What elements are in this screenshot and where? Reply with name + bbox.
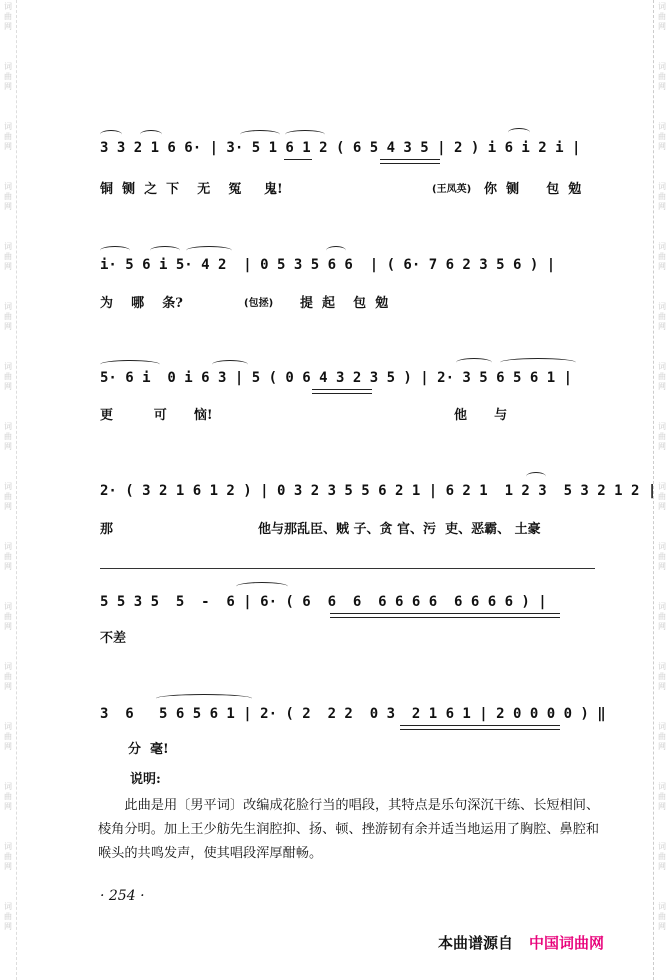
watermark-glyphs: 词 曲 网 <box>658 62 666 91</box>
slur <box>508 128 530 137</box>
watermark-glyphs: 词 曲 网 <box>658 122 666 151</box>
slur <box>212 360 248 369</box>
watermark-glyphs: 词 曲 网 <box>658 782 666 811</box>
score-system-2-role: (包拯) <box>244 298 274 309</box>
watermark-glyphs: 词 曲 网 <box>4 362 12 391</box>
watermark-glyphs: 词 曲 网 <box>4 722 12 751</box>
score-system-3-lyrics: 更 可 恼! <box>100 408 213 423</box>
watermark-glyphs: 词 曲 网 <box>658 722 666 751</box>
score-system-5-lyrics: 不差 <box>100 631 127 646</box>
system-5-top-line <box>100 568 595 569</box>
beam <box>284 159 312 160</box>
slur <box>326 246 346 255</box>
slur <box>100 130 122 139</box>
score-system-2-notes: i· 5 6 i 5· 4 2 | 0 5 3 5 6 6 | ( 6· 7 6 2 3 5 6 ) | <box>100 257 556 273</box>
page-number: · 254 · <box>100 888 145 904</box>
beam <box>330 613 560 614</box>
score-system-4-lyrics-b: 他与那乱臣、贼 子、贪 官、污 吏、恶霸、 土豪 <box>258 522 541 537</box>
slur <box>236 582 288 591</box>
score-system-4-notes: 2· ( 3 2 1 6 1 2 ) | 0 3 2 3 5 5 6 2 1 | 6 2 1 1 2 3 5 3 2 1 2 | <box>100 483 657 499</box>
slur <box>140 130 162 139</box>
score-system-3-lyrics-b: 他 与 <box>454 408 508 423</box>
explanation-text: 此曲是用〔男平词〕改编成花脸行当的唱段，其特点是乐句深沉干练、长短相间、棱角分明。加上王少舫先生润腔抑、扬、顿、挫游韧有余并适当地运用了胸腔、鼻腔和喉头的共鸣发声，使其唱段浑厚酣畅。 <box>98 798 600 861</box>
explanation-heading: 说明: <box>130 772 161 787</box>
watermark-glyphs: 词 曲 网 <box>658 2 666 31</box>
source-footer <box>438 932 604 953</box>
slur <box>100 246 130 255</box>
slur <box>156 694 252 703</box>
slur <box>285 130 325 139</box>
score-system-5-notes: 5 5 3 5 5 - 6 | 6· ( 6 6 6 6 6 6 6 6 6 6 6 ) | <box>100 594 547 610</box>
score-system-6-lyrics: 分 毫! <box>128 742 169 757</box>
watermark-glyphs: 词 曲 网 <box>658 422 666 451</box>
watermark-glyphs: 词 曲 网 <box>4 602 12 631</box>
score-system-1-notes: 3 3 2 1 6 6· | 3· 5 1 6 1 2 ( 6 5 4 3 5 | 2 ) i 6 i 2 i | <box>100 140 581 156</box>
slur <box>526 472 546 481</box>
watermark-glyphs: 词 曲 网 <box>4 842 12 871</box>
watermark-glyphs: 词 曲 网 <box>658 482 666 511</box>
footer-prefix: 本曲谱源自 <box>438 935 514 952</box>
watermark-glyphs: 词 曲 网 <box>658 542 666 571</box>
beam <box>312 393 372 394</box>
score-system-6-notes: 3 6 5 6 5 6 1 | 2· ( 2 2 2 0 3 2 1 6 1 | 2 0 0 0 0 ) ‖ <box>100 706 606 722</box>
watermark-glyphs: 词 曲 网 <box>658 182 666 211</box>
slur <box>186 246 232 255</box>
score-system-4-lyrics: 那 <box>100 522 114 537</box>
beam <box>400 729 560 730</box>
watermark-glyphs: 词 曲 网 <box>658 242 666 271</box>
watermark-glyphs: 词 曲 网 <box>4 482 12 511</box>
slur <box>500 358 576 367</box>
score-system-1-lyrics-b: 你 铡 包 勉 <box>484 182 582 197</box>
score-system-3-notes: 5· 6 i 0 i 6 3 | 5 ( 0 6 4 3 2 3 5 ) | 2· 3 5 6 5 6 1 | <box>100 370 573 386</box>
watermark-glyphs: 词 曲 网 <box>4 662 12 691</box>
slur <box>100 360 160 369</box>
score-system-2-lyrics-b: 提 起 包 勉 <box>300 296 389 311</box>
footer-source-link[interactable]: 中国词曲网 <box>529 935 605 952</box>
beam <box>380 163 440 164</box>
score-system-1-lyrics: 铜 铡 之 下 无 冤 鬼! <box>100 182 283 197</box>
watermark-glyphs: 词 曲 网 <box>658 602 666 631</box>
slur <box>150 246 180 255</box>
beam <box>400 725 560 726</box>
watermark-glyphs: 词 曲 网 <box>658 902 666 931</box>
watermark-glyphs: 词 曲 网 <box>4 2 12 31</box>
watermark-glyphs: 词 曲 网 <box>4 422 12 451</box>
watermark-glyphs: 词 曲 网 <box>658 362 666 391</box>
watermark-glyphs: 词 曲 网 <box>4 242 12 271</box>
beam <box>330 617 560 618</box>
watermark-glyphs: 词 曲 网 <box>4 542 12 571</box>
watermark-glyphs: 词 曲 网 <box>4 62 12 91</box>
beam <box>380 159 440 160</box>
watermark-glyphs: 词 曲 网 <box>658 302 666 331</box>
score-system-2-lyrics: 为 哪 条? <box>100 296 183 311</box>
slur <box>456 358 492 367</box>
slur <box>240 130 280 139</box>
score-system-1-role: (王凤英) <box>432 184 472 195</box>
watermark-glyphs: 词 曲 网 <box>658 842 666 871</box>
watermark-glyphs: 词 曲 网 <box>4 182 12 211</box>
watermark-glyphs: 词 曲 网 <box>658 662 666 691</box>
watermark-glyphs: 词 曲 网 <box>4 782 12 811</box>
beam <box>312 389 372 390</box>
watermark-glyphs: 词 曲 网 <box>4 902 12 931</box>
watermark-glyphs: 词 曲 网 <box>4 122 12 151</box>
watermark-glyphs: 词 曲 网 <box>4 302 12 331</box>
